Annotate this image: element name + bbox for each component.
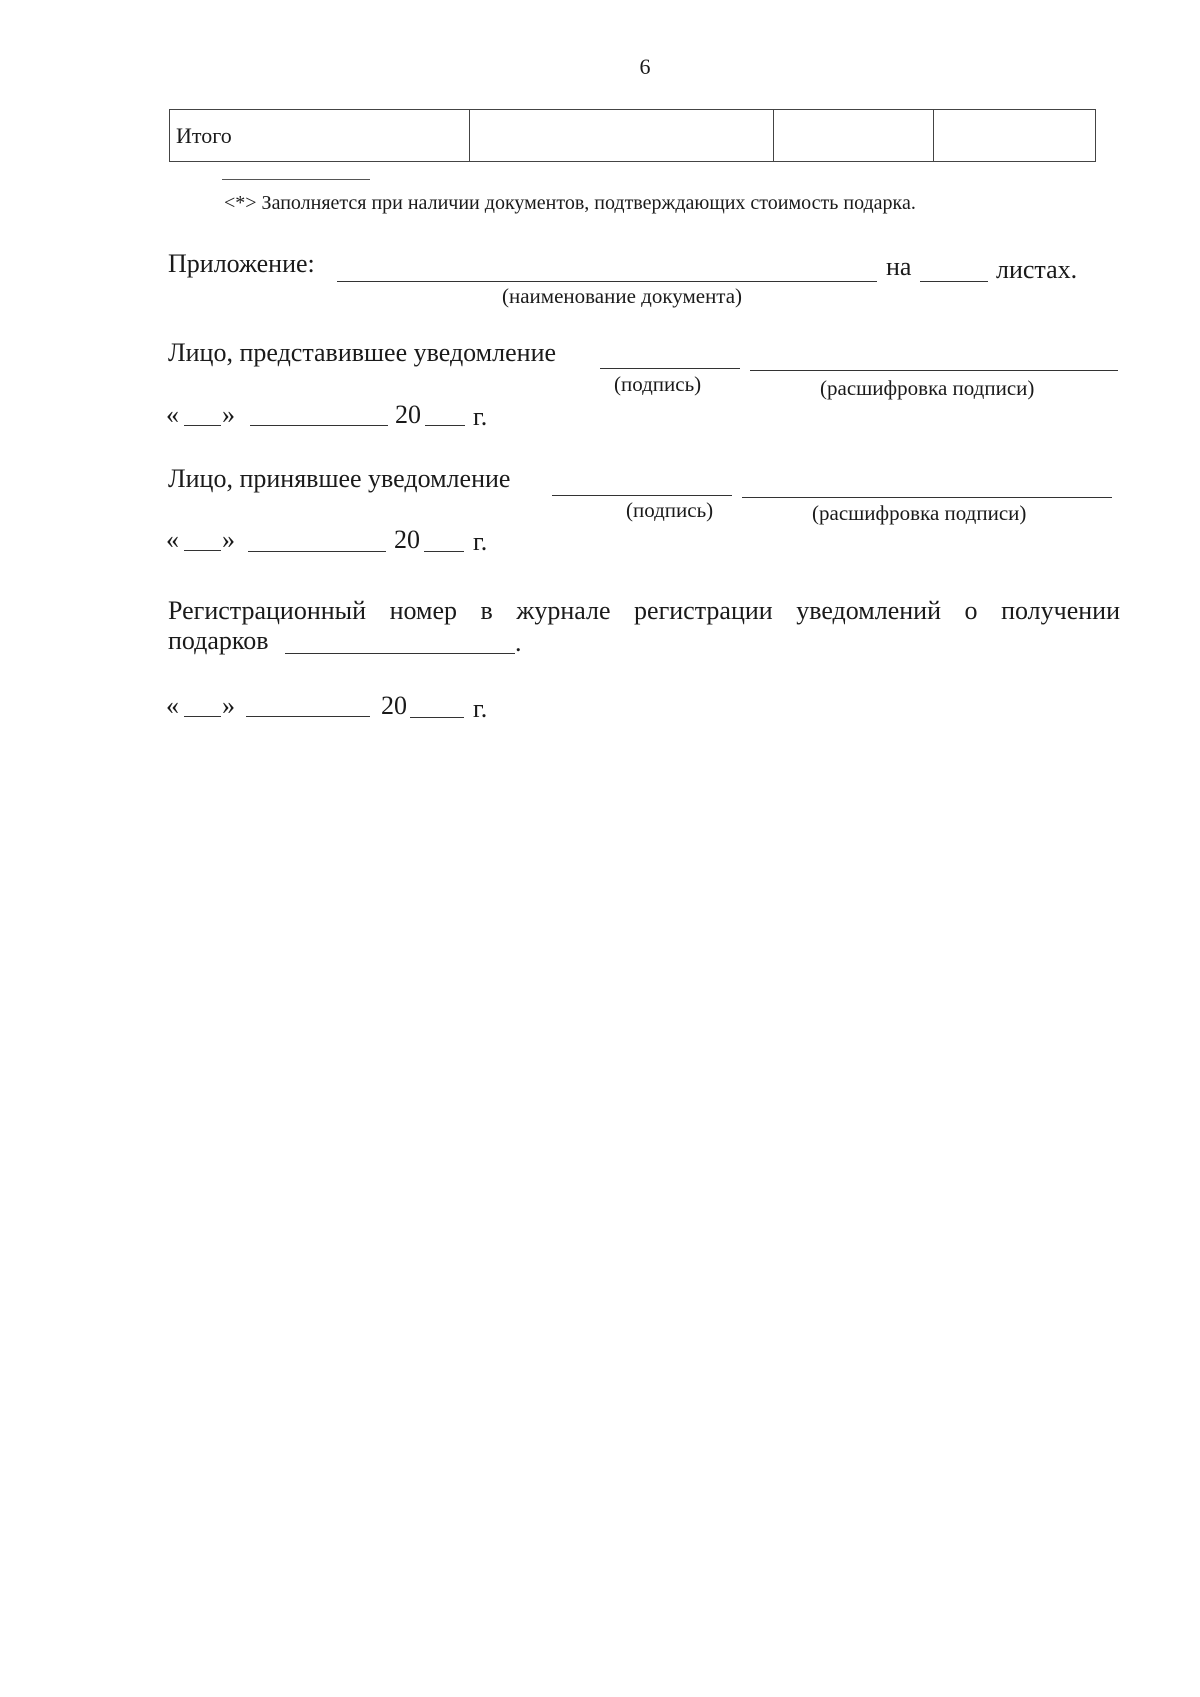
presenter-date-open-quote: « xyxy=(166,400,179,429)
presenter-year-field[interactable] xyxy=(425,425,465,426)
receiver-date-open-quote: « xyxy=(166,525,179,554)
table-cell[interactable] xyxy=(470,110,774,162)
receiver-month-field[interactable] xyxy=(248,551,386,552)
totals-table xyxy=(169,109,1096,162)
presenter-decoding-hint: (расшифровка подписи) xyxy=(820,376,1035,400)
registration-month-field[interactable] xyxy=(246,716,370,717)
presenter-label: Лицо, представившее уведомление xyxy=(168,338,557,367)
presenter-day-field[interactable] xyxy=(184,425,221,426)
registration-number-field[interactable] xyxy=(285,653,515,654)
registration-date-close-quote: » xyxy=(222,691,235,720)
receiver-decoding-field[interactable] xyxy=(742,497,1112,498)
registration-text: Регистрационный номер в журнале регистрации уведомлений о получении xyxy=(168,596,1120,625)
receiver-signature-hint: (подпись) xyxy=(626,498,714,522)
footnote: <*> Заполняется при наличии документов, подтверждающих стоимость подарка. xyxy=(224,192,916,214)
registration-year-field[interactable] xyxy=(410,717,464,718)
appendix-document-hint: (наименование документа) xyxy=(502,284,743,308)
registration-continuation: подарков xyxy=(168,626,269,655)
presenter-decoding-field[interactable] xyxy=(750,370,1118,371)
registration-year-prefix: 20 xyxy=(381,691,407,720)
table-cell[interactable] xyxy=(934,110,1096,162)
page-number: 6 xyxy=(639,54,651,79)
receiver-decoding-hint: (расшифровка подписи) xyxy=(812,501,1027,525)
receiver-signature-field[interactable] xyxy=(552,495,732,496)
registration-date-open-quote: « xyxy=(166,691,179,720)
receiver-year-suffix: г. xyxy=(473,527,488,556)
registration-day-field[interactable] xyxy=(184,716,221,717)
presenter-year-suffix: г. xyxy=(473,402,488,431)
appendix-label: Приложение: xyxy=(168,249,315,278)
presenter-year-prefix: 20 xyxy=(395,400,421,429)
registration-year-suffix: г. xyxy=(473,694,488,723)
footnote-separator xyxy=(222,179,370,180)
appendix-sheets-label: листах. xyxy=(996,255,1078,284)
presenter-date-close-quote: » xyxy=(222,400,235,429)
receiver-year-prefix: 20 xyxy=(394,525,420,554)
table-cell[interactable] xyxy=(774,110,934,162)
presenter-signature-field[interactable] xyxy=(600,368,740,369)
appendix-document-field[interactable] xyxy=(337,281,877,282)
receiver-date-close-quote: » xyxy=(222,525,235,554)
appendix-sheets-field[interactable] xyxy=(920,281,988,282)
receiver-year-field[interactable] xyxy=(424,551,464,552)
receiver-label: Лицо, принявшее уведомление xyxy=(168,464,511,493)
table-row xyxy=(170,110,1096,162)
presenter-month-field[interactable] xyxy=(250,425,388,426)
appendix-on-label: на xyxy=(886,252,912,281)
receiver-day-field[interactable] xyxy=(184,550,221,551)
total-label-cell: Итого xyxy=(170,110,470,162)
presenter-signature-hint: (подпись) xyxy=(614,372,702,396)
registration-end: . xyxy=(515,628,522,657)
